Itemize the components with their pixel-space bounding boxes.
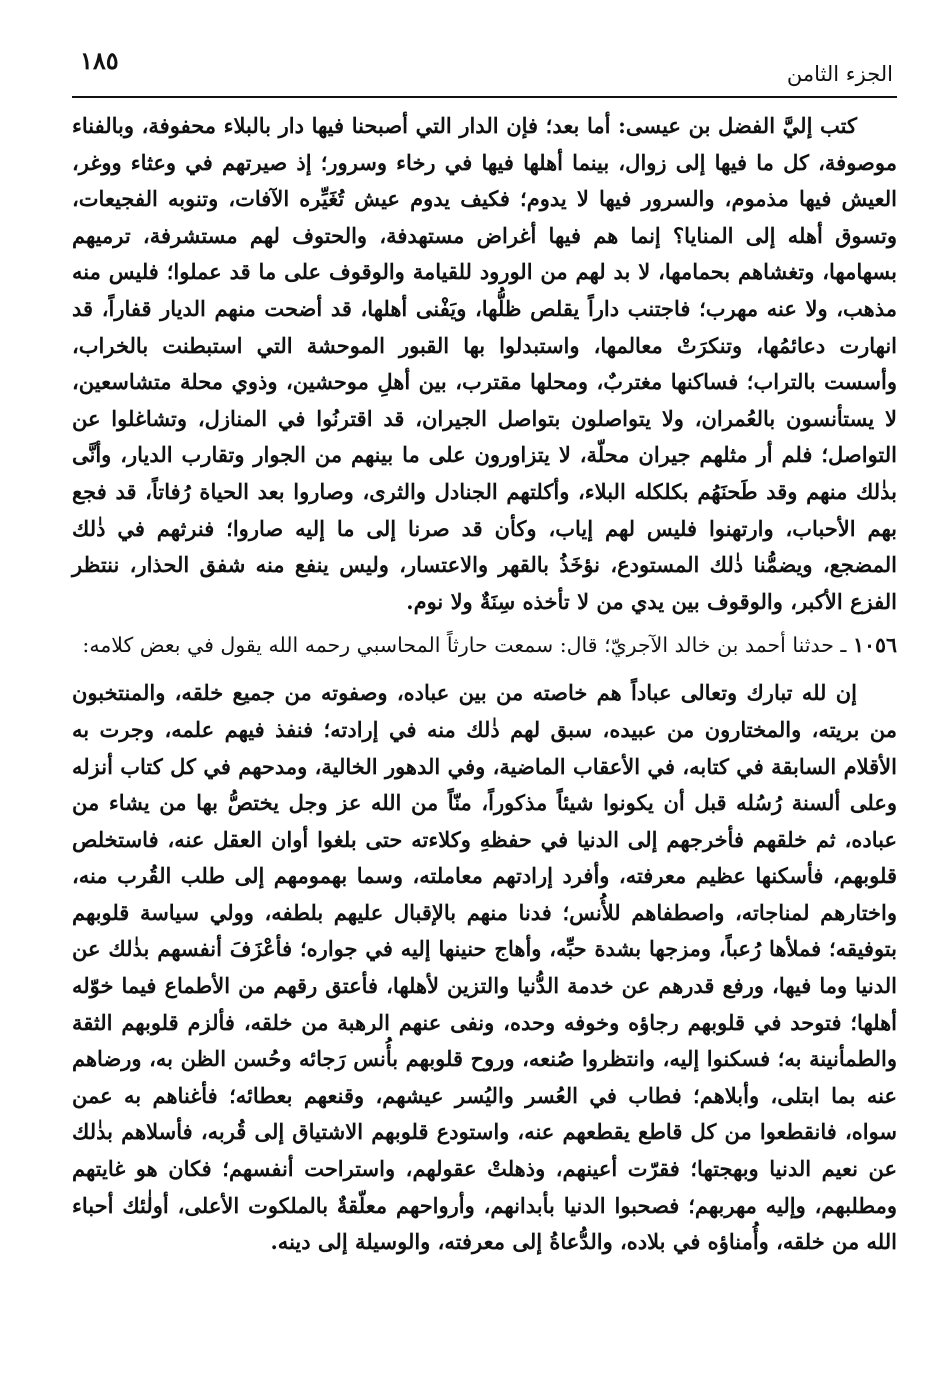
letter-paragraph: كتب إليَّ الفضل بن عيسى: أما بعد؛ فإن الدار التي أصبحنا فيها دار بالبلاء محفوفة، وبالفناء موصوفة، كل ما فيها إلى زوال، بينما أهلها فيها في رخاء وسرور؛ إذ صيرتهم في وعثاء ووغر، العيش فيها مذموم، والسرور فيها لا يدوم؛ فكيف يدوم عيش تُغَيِّره الآفات، وتنوبه الفجيعات، وتسوق أهله إلى المنايا؟ إنما هم فيها أغراض مستهدفة، والحتوف لهم مستشرفة، ترميهم بسهامها، وتغشاهم بحمامها، لا بد لهم من الورود للقيامة والوقوف على ما قد عملوا؛ فليس منه مذهب، ولا عنه مهرب؛ فاجتنب داراً يقلص ظلُّها، ويَفْنى أهلها، قد أضحت منهم الديار قفاراً، قد انهارت دعائمُها، وتنكرَتْ معالمها، واستبدلوا بها القبور الموحشة التي استبطنت بالخراب، وأسست بالتراب؛ فساكنها مغتربٌ، ومحلها مقترب، بين أهلِ موحشين، وذوي محلة متشاسعين، لا يستأنسون بالعُمران، ولا يتواصلون بتواصل الجيران، قد اقترنُوا في المنازل، وتشاغلوا عن التواصل؛ فلم أر مثلهم جيران محلّة، لا يتزاورون على ما بينهم من الجوار وتقارب الديار، وأنَّى بذٰلك منهم وقد طَحنَهُم بكلكله البلاء، وأكلتهم الجنادل والثرى، وصاروا بعد الحياة رُفاتاً، قد فجع بهم الأحباب، وارتهنوا فليس لهم إياب، وكأن قد صرنا إلى ما إليه صاروا؛ فنرثهم في ذٰلك المضجع، ويضمُّنا ذٰلك المستودع، نؤخَذُ بالقهر والاعتسار، وليس ينفع منه شفق الحذار، ننتظر الفزع الأكبر، والوقوف بين يدي من لا تأخذه سِنَةٌ ولا نوم. xyxy=(72,113,897,614)
page-body xyxy=(72,108,897,1261)
narration-number: ١٠٥٦ xyxy=(852,633,897,658)
header-rule xyxy=(72,96,897,98)
narration-text: ـ حدثنا أحمد بن خالد الآجريّ؛ قال: سمعت حارثاً المحاسبي رحمه الله يقول في بعض كلامه: xyxy=(82,633,853,658)
page-number: ١٨٥ xyxy=(80,46,119,75)
narration-line xyxy=(72,626,897,665)
quote-paragraph: إن لله تبارك وتعالى عباداً هم خاصته من بين عباده، وصفوته من جميع خلقه، والمنتخبون من بريته، والمختارون من عبيده، سبق لهم ذٰلك منه في إرادته؛ فنفذ فيهم علمه، وجرت به الأقلام السابقة في كتابه، في الأعقاب الماضية، وفي الدهور الخالية، ومدحهم في كل كتاب أنزله وعلى ألسنة رُسُله قبل أن يكونوا شيئاً مذكوراً، منّاً من الله عز وجل يختصُّ بها من يشاء من عباده، ثم خلقهم فأخرجهم إلى الدنيا في حفظهِ وكلاءته حتى بلغوا أوان العقل عنه، فاستخلص قلوبهم، فأسكنها عظيم معرفته، وأفرد إرادتهم معاملته، وسما بهمومهم إلى طلب القُرب منه، واختارهم لمناجاته، واصطفاهم للأُنس؛ فدنا منهم بالإقبال عليهم بلطفه، وولي سياسة قلوبهم بتوفيقه؛ فملأها رُعباً، ومزجها بشدة حبِّه، وأهاج حنينها إليه في جواره؛ فأعْزَفَ أنفسهم بذٰلك عن الدنيا وما فيها، ورفع قدرهم عن خدمة الدُّنيا والتزين لأهلها، فأعتق رقهم من الأطماع فيما خوّله أهلها؛ فتوحد في قلوبهم رجاؤه وخوفه وحده، ونفى عنهم الرهبة من خلقه، فألزم قلوبهم الثقة والطمأنينة به؛ فسكنوا إليه، وانتظروا صُنعه، وروح قلوبهم بأُنس رَجائه وحُسن الظن به، ورضاهم عنه بما ابتلى، وأبلاهم؛ فطاب في العُسر واليُسر عيشهم، وقنعهم بعطائه؛ فأغناهم به عمن سواه، فانقطعوا من كل قاطع يقطعهم عنه، واستودع قلوبهم الاشتياق إلى قُربه، فأسلاهم بذٰلك عن نعيم الدنيا وبهجتها؛ فقرّت أعينهم، وذهلتْ عقولهم، واستراحت أنفسهم؛ فكان هو غايتهم ومطلبهم، وإليه مهربهم؛ فصحبوا الدنيا بأبدانهم، وأرواحهم معلّقةٌ بالملكوت الأعلى، أولٰئك أحباء الله من خلقه، وأُمناؤه في بلاده، والدُّعاةُ إلى معرفته، والوسيلة إلى دينه. xyxy=(72,680,897,1255)
running-head: الجزء الثامن xyxy=(786,62,893,86)
page-header xyxy=(72,40,897,90)
